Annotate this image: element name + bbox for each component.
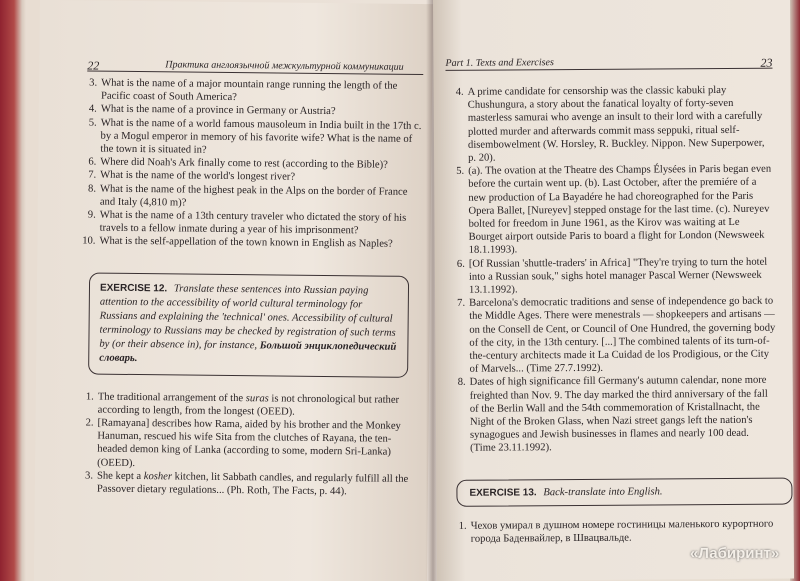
right-content [444,84,777,456]
exercise-13-title: EXERCISE 13. [469,487,537,499]
list-item [77,76,423,106]
exercise-12-box [88,272,409,377]
list-item [444,84,775,166]
item-number: 1. [458,520,467,532]
item-text: [Of Russian 'shuttle-traders' in Africa] "They're trying to turn the hotel into a Russian souk," sighs hotel manager Pascal Werner (Newsweek 13.1.1992). [468,256,768,296]
left-content [73,76,423,499]
item-text: Where did Noah's Ark finally come to rest (according to the Bible)? [100,156,388,171]
item-text: A prime candidate for censorship was the classic kabuki play Chushungura, a story about the fanatical loyalty of forty-seven masterless samurai who avenge an insult to their lord with a carefully plotted murder and afterwards commit mass seppuki, ritual self-disembowelment (W. Horsley, R. Buckley. Nippon. New Superpower, p. 20). [467,84,765,164]
item-text: What is the self-appellation of the town known in English as Naples? [99,236,393,251]
list-item [447,518,777,547]
list-item [76,116,422,159]
exercise-13-box [456,478,792,507]
item-number: 6. [456,258,465,270]
item-number: 3. [85,470,94,482]
item-text: The traditional arrangement of the [97,391,246,404]
item-number: 4. [455,86,464,98]
item-term: kosher [143,470,173,483]
left-running-head: Практика англоязычной межкультурной коммуникации [165,59,404,73]
text-items-list [444,84,777,456]
watermark-logo: «Лабиринт» [690,545,780,562]
list-item [76,208,422,238]
list-item [446,374,777,456]
list-item [75,235,421,252]
right-page-number: 23 [760,55,773,70]
item-text: What is the name of a world famous mausoleum in India built in the 17th c. by a Mogul emperor in memory of his favorite wife? What is the name of the town it is situated in? [100,117,422,156]
right-running-header [445,54,772,71]
item-text-rest: is not chronological but rather according to length, from the longest (OEED). [97,393,400,418]
list-item [445,295,776,377]
item-text: What is the name of a 13th century traveler who dictated the story of his travels to a fellow inmate during a year of his imprisonment? [99,209,407,237]
exercise-12-reference: Большой энциклопедический словарь. [99,339,397,364]
item-number: 2. [85,417,94,429]
russian-sentence [447,518,777,547]
right-page [433,0,794,581]
item-text: What is the name of a major mountain range running the length of the Pacific coast of South America? [100,77,398,104]
item-number: 5. [456,166,465,178]
item-text: (a). The ovation at the Theatre des Champs Élysées in Paris began even before the curtain went up. (b). Last October, after the premiére of a new production of La Bayadére he had choreographed for the Paris Opera Ballet, [Nureyev] stepped onstage for the last time. (c). Nureyev bolted for freedom in June 1961, as the Kirov was waiting at Le Bourget airport outside Paris to board a flight for London (Newsweek 18.1.1993). [468,163,772,257]
list-item [445,255,775,297]
item-text: What is the name of a province in Germany or Austria? [100,104,336,118]
list-item [73,416,420,472]
right-running-head: Part 1. Texts and Exercises [445,57,554,69]
item-text: What is the name of the world's longest river? [100,170,296,184]
list-item [73,469,419,499]
item-text: Чехов умирал в душном номере гостиницы маленького курортного города Баденвайлер, в Швацвальде. [470,518,774,545]
item-text: Dates of high significance fill Germany's autumn calendar, none more freighted than Nov. 9. The day marked the third anniversary of the fall of the Berlin Wall and the 54th commemoration of Kristallnacht, the Night of the Broken Glass, when Nazi street gangs left the nation's synagogues and Jewish businesses in flames and nearly 100 dead. (Time 23.11.1992). [469,375,768,455]
left-page [34,0,433,581]
item-number: 9. [87,209,96,221]
item-number: 8. [88,183,97,195]
item-number: 7. [88,169,97,182]
item-text-rest: kitchen, lit Sabbath candles, and regularly fulfill all the Passover dietary regulations... (Ph. Roth, The Facts, p. 44). [96,471,409,498]
item-number: 6. [88,156,97,168]
item-number: 3. [89,77,98,89]
item-number: 10. [82,235,96,248]
item-number: 7. [457,298,466,310]
item-text: What is the name of the highest peak in the Alps on the border of France and Italy (4,810 m)? [99,183,408,209]
left-running-header [87,56,423,75]
item-number: 1. [85,391,94,403]
item-text: Barcelona's democratic traditions and sense of independence go back to the Middle Ages. There were menestrals — shopkeepers and artisans — on the Consell de Cent, or Council of One Hundred, the governing body of the city, in the 13th century. [...] The combined talents of its turn-of-the-century architects made it La Cuidad de los Prodigious, or the City of Marvels... (Time 27.7.1992). [469,295,776,376]
exercise-12-title: EXERCISE 12. [99,282,168,294]
item-number: 8. [457,377,466,389]
item-number: 5. [88,117,97,129]
item-text: [Ramayana] describes how Rama, aided by his brother and the Monkey Hanuman, rescued his wife Sita from the clutches of Rayana, the ten-headed demon king of Lanka (according to some, modern Sri-Lanka) (OEED). [97,417,401,469]
item-number: 4. [88,103,97,116]
list-item [444,163,775,258]
list-item [74,390,420,420]
list-item [76,182,422,212]
item-term: suras [245,392,269,405]
left-page-number: 22 [87,58,100,73]
sentence-list [73,390,420,499]
item-text: She kept a [96,470,144,482]
exercise-12-instruction: Translate these sentences into Russian paying attention to the accessibility of world cultural terminology for Russians and explaining the 'technical' ones. Accessibility of cultural terminology to Russians may be checked by registration of such terms by (or their absence in), for instance, [99,283,396,351]
exercise-13-instruction: Back-translate into English. [543,486,663,499]
question-list [75,76,423,251]
